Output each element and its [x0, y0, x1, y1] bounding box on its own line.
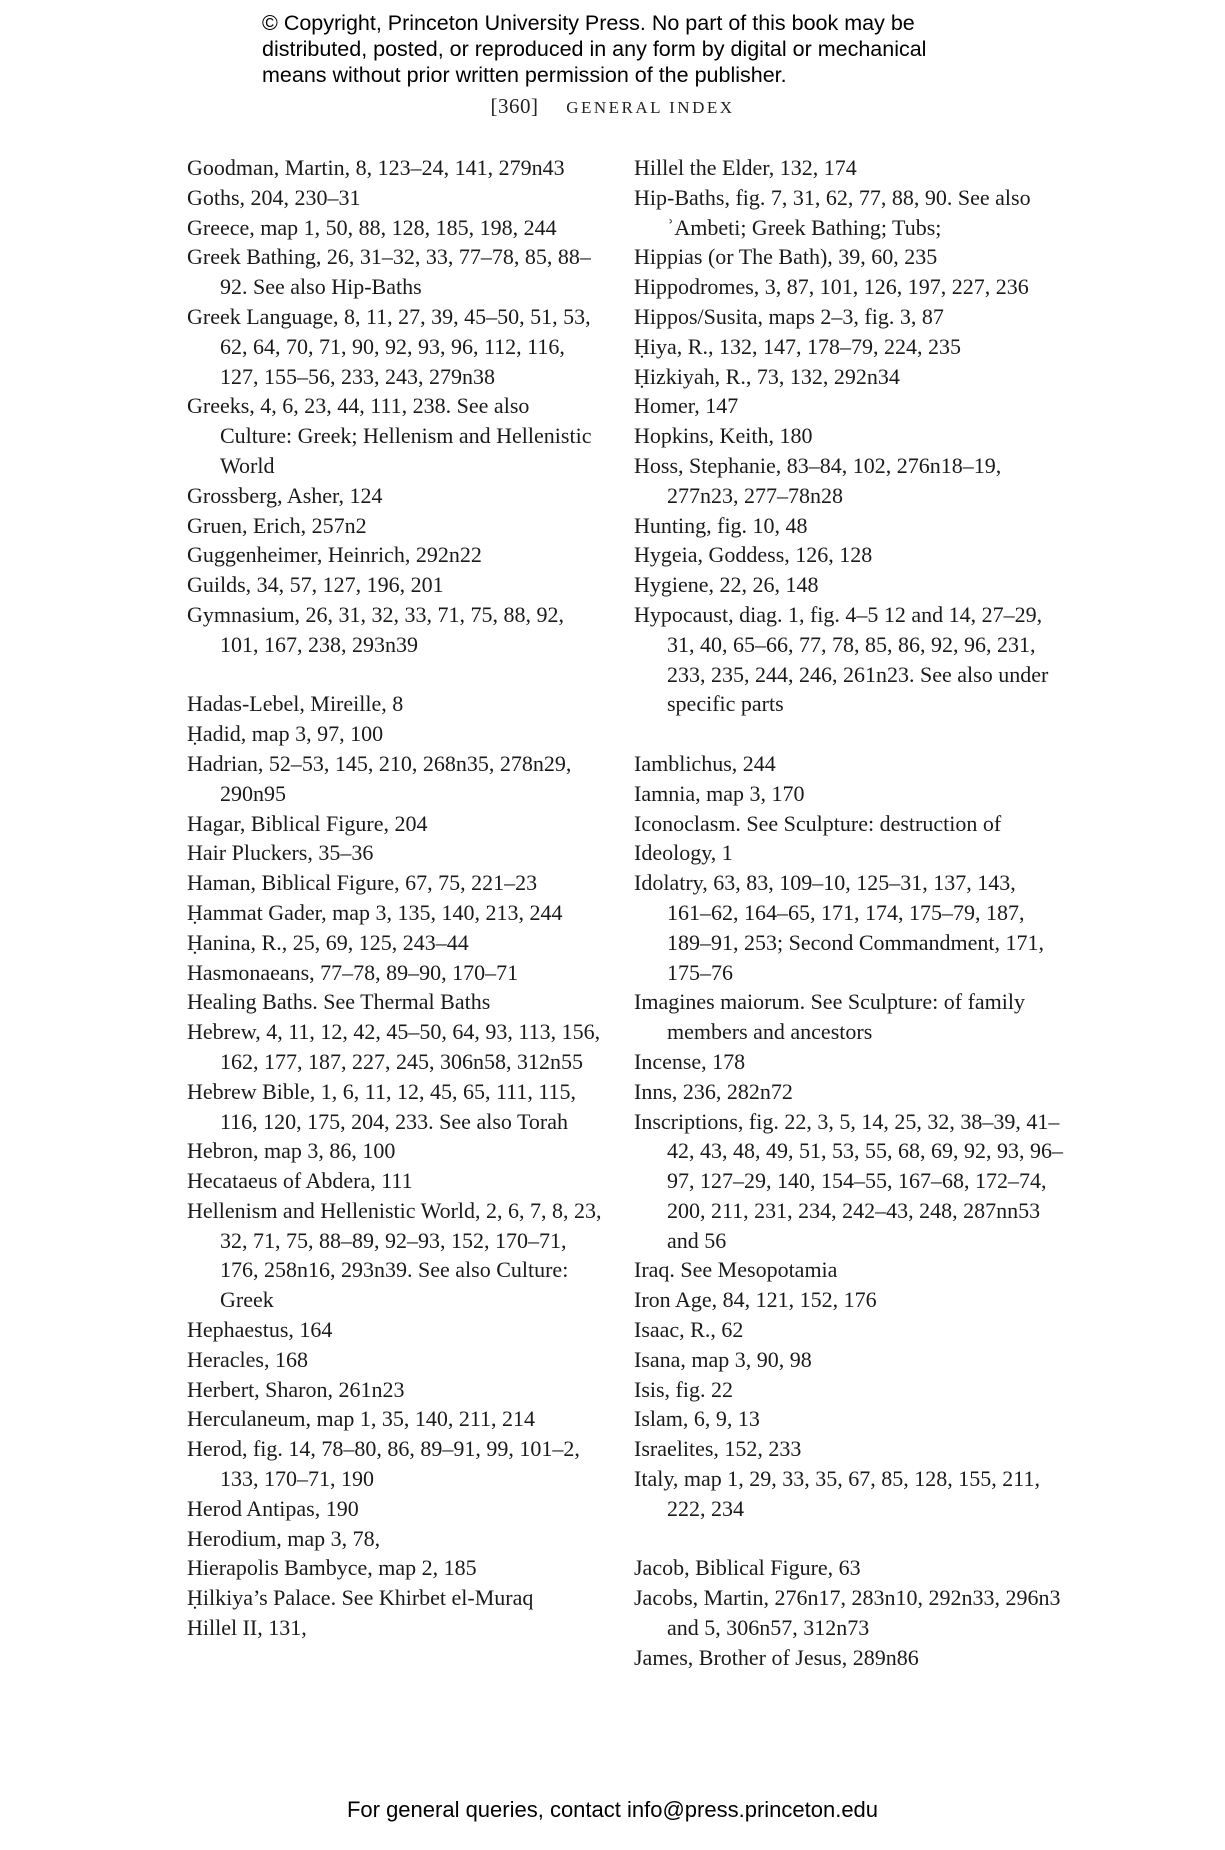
index-entry: Hadrian, 52–53, 145, 210, 268n35, 278n29, 290n95 [187, 750, 572, 806]
index-entry: Hunting, fig. 10, 48 [634, 512, 808, 538]
index-entry: Gruen, Erich, 257n2 [187, 512, 367, 538]
section-gap [187, 660, 602, 690]
index-entry: Imagines maiorum. See Sculpture: of family members and ancestors [634, 989, 1026, 1045]
index-entry: Hierapolis Bambyce, map 2, 185 [187, 1555, 477, 1581]
index-entry: Greek Bathing, 26, 31–32, 33, 77–78, 85, 88–92. See also Hip-Baths [187, 244, 591, 300]
index-entry: Hagar, Biblical Figure, 204 [187, 810, 428, 836]
index-entry: Hecataeus of Abdera, 111 [187, 1168, 413, 1194]
running-head [0, 94, 1225, 119]
index-column-right [634, 153, 1064, 1673]
copyright-line: distributed, posted, or reproduced in any form by digital or mechanical [262, 37, 927, 61]
index-entry: Goths, 204, 230–31 [187, 184, 361, 210]
index-entry: Hebron, map 3, 86, 100 [187, 1138, 396, 1164]
index-entry: Hephaestus, 164 [187, 1317, 333, 1343]
index-entry: Herod, fig. 14, 78–80, 86, 89–91, 99, 101–2, 133, 170–71, 190 [187, 1436, 580, 1492]
index-entry: Hellenism and Hellenistic World, 2, 6, 7, 8, 23, 32, 71, 75, 88–89, 92–93, 152, 170–71, 176, 258n16, 293n39. See also Culture: Greek [187, 1197, 602, 1313]
index-entry: Inscriptions, fig. 22, 3, 5, 14, 25, 32, 38–39, 41–42, 43, 48, 49, 51, 53, 55, 68, 69, 92, 93, 96–97, 127–29, 140, 154–55, 167–68, 172–74, 200, 211, 231, 234, 242–43, 248, 287nn53 and 56 [634, 1108, 1063, 1253]
copyright-line: means without prior written permission of the publisher. [262, 63, 787, 87]
index-entry: Jacob, Biblical Figure, 63 [634, 1555, 861, 1581]
index-entry: Greeks, 4, 6, 23, 44, 111, 238. See also Culture: Greek; Hellenism and Hellenistic World [187, 393, 592, 478]
index-column-left [187, 153, 602, 1643]
index-entry: Iraq. See Mesopotamia [634, 1257, 838, 1283]
index-entry: Goodman, Martin, 8, 123–24, 141, 279n43 [187, 155, 565, 180]
index-entry: Hygeia, Goddess, 126, 128 [634, 542, 873, 568]
index-entry: Herodium, map 3, 78, [187, 1525, 381, 1551]
index-entry: Hebrew, 4, 11, 12, 42, 45–50, 64, 93, 113, 156, 162, 177, 187, 227, 245, 306n58, 312n55 [187, 1019, 601, 1074]
index-entry: Grossberg, Asher, 124 [187, 482, 383, 508]
index-entry: Italy, map 1, 29, 33, 35, 67, 85, 128, 155, 211, 222, 234 [634, 1466, 1040, 1521]
index-entry: Ḥadid, map 3, 97, 100 [187, 721, 384, 747]
index-entry: Ḥilkiya’s Palace. See Khirbet el-Muraq [187, 1585, 534, 1611]
index-entry: Ḥizkiyah, R., 73, 132, 292n34 [634, 363, 900, 389]
index-entry: Iamnia, map 3, 170 [634, 780, 805, 806]
index-entry: Iron Age, 84, 121, 152, 176 [634, 1287, 877, 1313]
index-entry: Isis, fig. 22 [634, 1376, 733, 1402]
index-entry: Greece, map 1, 50, 88, 128, 185, 198, 244 [187, 214, 557, 240]
index-entry: Islam, 6, 9, 13 [634, 1406, 760, 1432]
index-entry: Hasmonaeans, 77–78, 89–90, 170–71 [187, 959, 519, 985]
index-entry: Ideology, 1 [634, 840, 733, 866]
index-entry: Hygiene, 22, 26, 148 [634, 572, 819, 598]
index-entry: Gymnasium, 26, 31, 32, 33, 71, 75, 88, 92, 101, 167, 238, 293n39 [187, 601, 565, 657]
index-entry: Ḥanina, R., 25, 69, 125, 243–44 [187, 929, 469, 955]
copyright-notice [262, 10, 1022, 88]
index-entry: Hair Pluckers, 35–36 [187, 840, 374, 866]
index-entry: Hillel the Elder, 132, 174 [634, 155, 857, 180]
index-entry: Hillel II, 131, [187, 1615, 307, 1641]
index-entry: James, Brother of Jesus, 289n86 [634, 1644, 919, 1670]
page-number: [360] [490, 94, 539, 118]
index-entry: Hip-Baths, fig. 7, 31, 62, 77, 88, 90. See also ʾAmbeti; Greek Bathing; Tubs; [634, 184, 1031, 240]
index-entry: Hypocaust, diag. 1, fig. 4–5 12 and 14, 27–29, 31, 40, 65–66, 77, 78, 85, 86, 92, 96, 231, 233, 235, 244, 246, 261n23. See also under specific parts [634, 601, 1049, 717]
index-entry: Israelites, 152, 233 [634, 1436, 802, 1462]
page-title: GENERAL INDEX [566, 98, 735, 117]
index-entry: Greek Language, 8, 11, 27, 39, 45–50, 51, 53, 62, 64, 70, 71, 90, 92, 93, 96, 112, 116, 127, 155–56, 233, 243, 279n38 [187, 303, 591, 389]
index-entry: Guggenheimer, Heinrich, 292n22 [187, 542, 482, 568]
section-gap [634, 719, 1064, 749]
index-entry: Isana, map 3, 90, 98 [634, 1346, 812, 1372]
index-entry: Hadas-Lebel, Mireille, 8 [187, 691, 404, 717]
index-entry: Hippos/Susita, maps 2–3, fig. 3, 87 [634, 303, 944, 329]
index-entry: Hippodromes, 3, 87, 101, 126, 197, 227, 236 [634, 274, 1029, 300]
index-entry: Inns, 236, 282n72 [634, 1078, 793, 1104]
index-entry: Hopkins, Keith, 180 [634, 423, 813, 449]
index-entry: Ḥiya, R., 132, 147, 178–79, 224, 235 [634, 333, 961, 359]
index-entry: Hippias (or The Bath), 39, 60, 235 [634, 244, 938, 270]
index-entry: Herod Antipas, 190 [187, 1495, 359, 1521]
index-entry: Herculaneum, map 1, 35, 140, 211, 214 [187, 1406, 536, 1432]
index-entry: Iamblichus, 244 [634, 750, 776, 776]
index-entry: Heracles, 168 [187, 1346, 308, 1372]
section-gap [634, 1524, 1064, 1554]
index-entry: Guilds, 34, 57, 127, 196, 201 [187, 572, 444, 598]
index-entry: Idolatry, 63, 83, 109–10, 125–31, 137, 143, 161–62, 164–65, 171, 174, 175–79, 187, 189–91, 253; Second Commandment, 171, 175–76 [634, 870, 1045, 985]
index-entry: Hoss, Stephanie, 83–84, 102, 276n18–19, 277n23, 277–78n28 [634, 452, 1002, 508]
index-entry: Herbert, Sharon, 261n23 [187, 1376, 405, 1402]
index-entry: Homer, 147 [634, 393, 739, 419]
index-entry: Ḥammat Gader, map 3, 135, 140, 213, 244 [187, 899, 563, 925]
index-entry: Hebrew Bible, 1, 6, 11, 12, 45, 65, 111, 115, 116, 120, 175, 204, 233. See also Torah [187, 1078, 577, 1134]
index-entry: Isaac, R., 62 [634, 1317, 744, 1343]
footer-contact: For general queries, contact info@press.princeton.edu [346, 1797, 879, 1822]
index-entry: Incense, 178 [634, 1048, 746, 1074]
index-entry: Healing Baths. See Thermal Baths [187, 989, 491, 1015]
index-entry: Jacobs, Martin, 276n17, 283n10, 292n33, 296n3 and 5, 306n57, 312n73 [634, 1585, 1061, 1641]
copyright-line: © Copyright, Princeton University Press. No part of this book may be [262, 11, 915, 35]
index-entry: Iconoclasm. See Sculpture: destruction of [634, 810, 1002, 836]
index-entry: Haman, Biblical Figure, 67, 75, 221–23 [187, 870, 538, 896]
